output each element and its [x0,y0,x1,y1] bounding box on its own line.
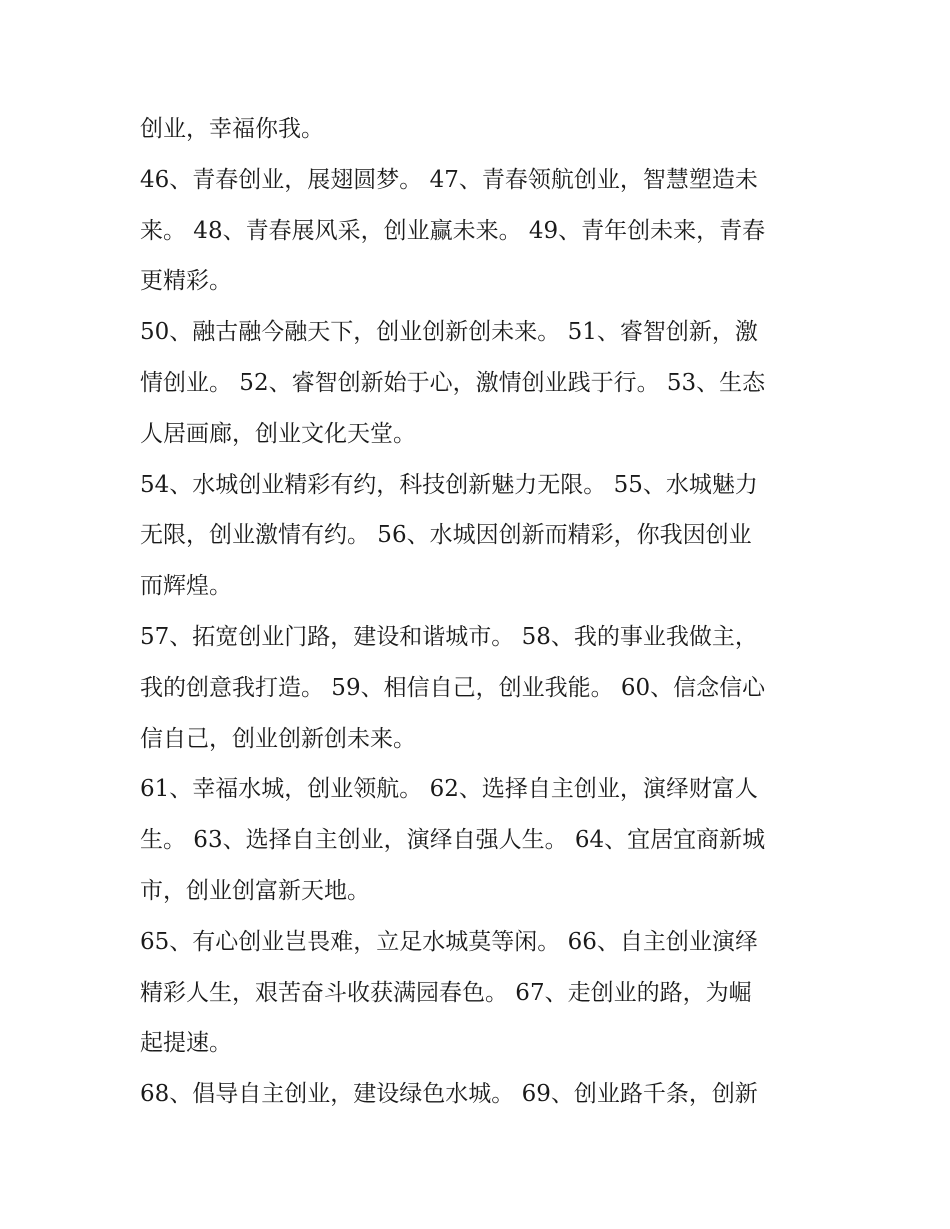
paragraph-7 [140,917,800,1069]
document-body [140,104,800,1120]
text-line: 61、幸福水城，创业领航。 62、选择自主创业，演绎财富人 [140,776,758,803]
text-line: 市，创业创富新天地。 [140,877,370,904]
text-line: 57、拓宽创业门路，建设和谐城市。 58、我的事业我做主， [140,623,758,650]
text-line: 54、水城创业精彩有约，科技创新魅力无限。 55、水城魅力 [140,471,758,498]
paragraph-2 [140,155,800,307]
text-line: 46、青春创业，展翅圆梦。 47、青春领航创业，智慧塑造未 [140,166,758,193]
text-line: 人居画廊，创业文化天堂。 [140,420,416,447]
text-line: 精彩人生，艰苦奋斗收获满园春色。 67、走创业的路，为崛 [140,979,752,1006]
text-line: 我的创意我打造。 59、相信自己，创业我能。 60、信念信心 [140,674,766,701]
paragraph-4 [140,460,800,612]
text-line: 起提速。 [140,1030,232,1057]
text-line: 创业，幸福你我。 [140,116,324,142]
text-line: 来。 48、青春展风采，创业赢未来。 49、青年创未来，青春 [140,217,766,244]
text-line: 信自己，创业创新创未来。 [140,725,416,752]
text-line: 而辉煌。 [140,573,232,600]
text-line: 无限，创业激情有约。 56、水城因创新而精彩，你我因创业 [140,522,752,549]
paragraph-3 [140,307,800,459]
paragraph-1 [140,104,800,155]
paragraph-5 [140,612,800,764]
text-line: 生。 63、选择自主创业，演绎自强人生。 64、宜居宜商新城 [140,827,766,854]
text-line: 情创业。 52、睿智创新始于心，激情创业践于行。 53、生态 [140,369,766,396]
paragraph-8 [140,1069,800,1120]
text-line: 更精彩。 [140,268,232,295]
text-line: 50、融古融今融天下，创业创新创未来。 51、睿智创新，激 [140,319,758,346]
paragraph-6 [140,764,800,916]
text-line: 65、有心创业岂畏难，立足水城莫等闲。 66、自主创业演绎 [140,928,758,955]
text-line: 68、倡导自主创业，建设绿色水城。 69、创业路千条，创新 [140,1081,758,1108]
